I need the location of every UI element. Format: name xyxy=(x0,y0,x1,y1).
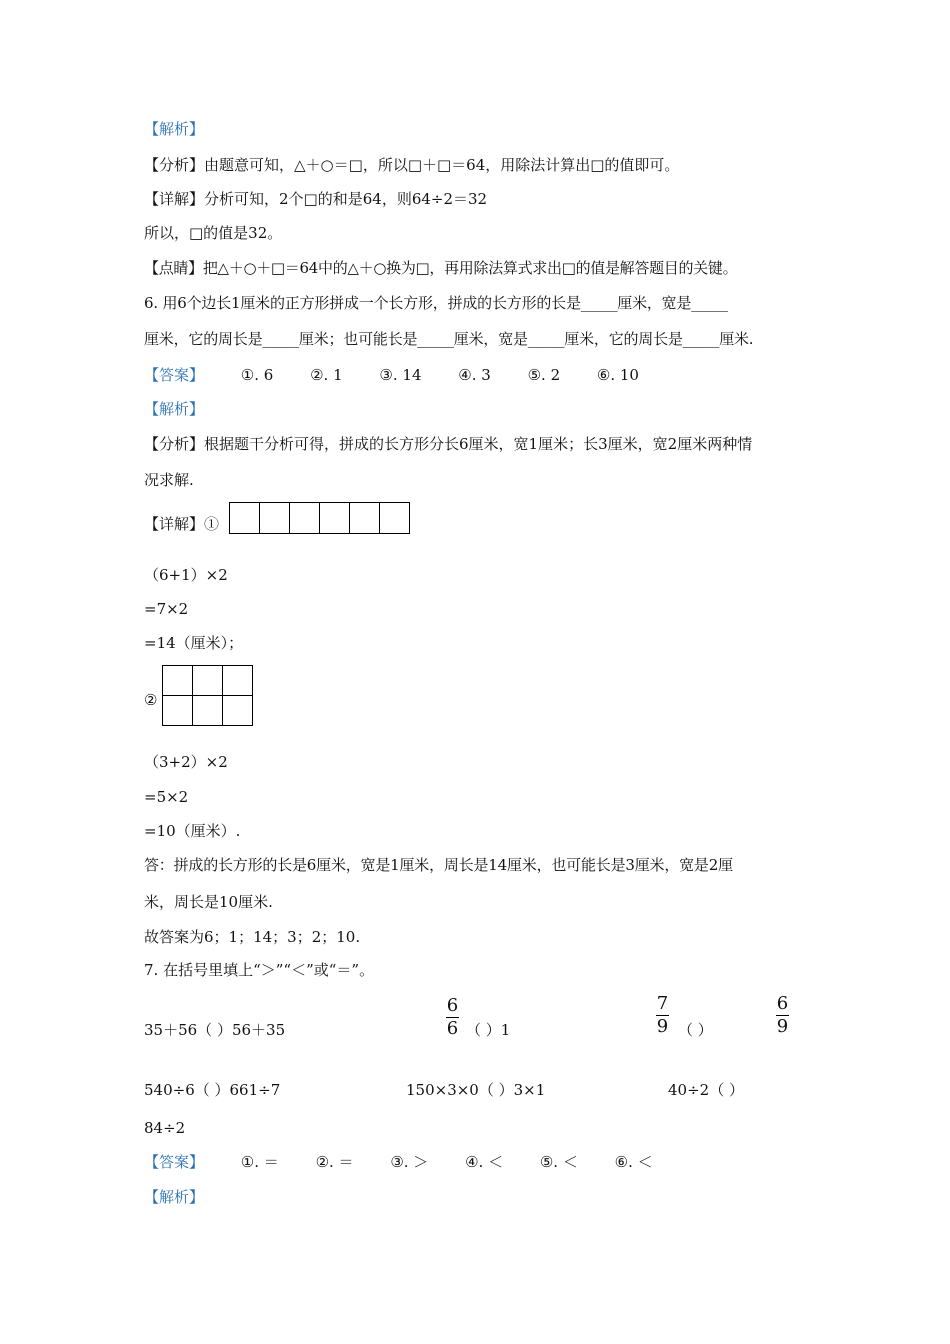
calc1-step2: =7×2 xyxy=(144,600,189,618)
answer-tag: 【答案】 xyxy=(144,1153,205,1171)
answer-statement-line2: 米，周长是10厘米. xyxy=(144,893,273,911)
answer-1: ①. ＝ xyxy=(240,1153,279,1171)
circle-two: ② xyxy=(144,691,158,709)
compare-expr-6: 40÷2（ ） xyxy=(668,1081,744,1099)
compare-expr-1: 35＋56（ ）56＋35 xyxy=(144,1021,286,1039)
unit-square xyxy=(163,666,193,696)
fenxi-tag: 【分析】 xyxy=(144,156,205,174)
compare-expr-5: 150×3×0（ ）3×1 xyxy=(406,1081,546,1099)
answer-1: ①. 6 xyxy=(240,366,274,384)
unit-square xyxy=(350,503,380,534)
q6-answer-row xyxy=(144,365,639,385)
dianjing-text: 把△＋○＋□＝64中的△＋○换为□，再用除法算式求出□的值是解答题目的关键。 xyxy=(202,259,738,277)
compare-expr-2: （ ）1 xyxy=(466,1021,511,1039)
calc1-step3: =14（厘米）； xyxy=(144,634,244,652)
answer-3: ③. 14 xyxy=(379,366,422,384)
unit-square xyxy=(163,696,193,726)
q6-xiangjie-line xyxy=(144,514,219,534)
answer-2: ②. 1 xyxy=(310,366,343,384)
answer-4: ④. ＜ xyxy=(465,1153,504,1171)
fraction-6-9 xyxy=(776,995,789,1036)
fenxi-tag: 【分析】 xyxy=(144,435,205,453)
fraction-7-9 xyxy=(656,995,669,1036)
calc2-step1: （3+2）×2 xyxy=(144,753,228,771)
unit-square xyxy=(193,696,223,726)
unit-square xyxy=(320,503,350,534)
unit-square xyxy=(193,666,223,696)
xiangjie-paragraph xyxy=(144,189,487,209)
unit-square xyxy=(290,503,320,534)
q7-title: 7. 在括号里填上“＞”“＜”或“＝”。 xyxy=(144,961,375,979)
compare-expr-3: （ ） xyxy=(678,1021,713,1039)
q7-jiexi-heading: 【解析】 xyxy=(144,1188,205,1206)
numerator: 6 xyxy=(446,995,459,1016)
answer-6: ⑥. 10 xyxy=(596,366,639,384)
q6-line2: 厘米，它的周长是_____厘米；也可能长是_____厘米，宽是_____厘米，它的周长是_____厘米. xyxy=(144,330,754,348)
answer-5: ⑤. 2 xyxy=(527,366,561,384)
answer-statement-line1: 答：拼成的长方形的长是6厘米，宽是1厘米，周长是14厘米，也可能长是3厘米，宽是2厘 xyxy=(144,856,733,874)
unit-square xyxy=(230,503,260,534)
circle-one: ① xyxy=(204,515,220,533)
q6-fenxi-line2: 况求解. xyxy=(144,471,194,489)
jiexi-heading: 【解析】 xyxy=(144,120,205,138)
fenxi-text: 根据题干分析可得，拼成的长方形分长6厘米，宽1厘米；长3厘米，宽2厘米两种情 xyxy=(204,435,753,453)
fenxi-paragraph xyxy=(144,155,679,175)
q7-answer-row xyxy=(144,1152,653,1172)
unit-square xyxy=(260,503,290,534)
answer-tag: 【答案】 xyxy=(144,366,205,384)
xiangjie-text: 分析可知，2个□的和是64，则64÷2＝32 xyxy=(204,190,488,208)
q6-jiexi-heading: 【解析】 xyxy=(144,400,205,418)
fraction-6-6 xyxy=(446,997,459,1038)
q6-fenxi-line1 xyxy=(144,434,752,454)
xiangjie-tag: 【详解】 xyxy=(144,190,205,208)
denominator: 9 xyxy=(656,1016,669,1038)
answer-3: ③. ＞ xyxy=(390,1153,429,1171)
q6-line1: 6. 用6个边长1厘米的正方形拼成一个长方形，拼成的长方形的长是_____厘米，宽是_____ xyxy=(144,294,728,312)
answer-4: ④. 3 xyxy=(458,366,491,384)
final-answer: 故答案为6；1；14；3；2；10. xyxy=(144,928,361,946)
unit-square xyxy=(223,666,253,696)
rectangle-6x1-diagram xyxy=(229,502,410,534)
answer-6: ⑥. ＜ xyxy=(614,1153,653,1171)
unit-square xyxy=(223,696,253,726)
numerator: 6 xyxy=(776,993,789,1014)
fenxi-text: 由题意可知，△＋○＝□，所以□＋□＝64，用除法计算出□的值即可。 xyxy=(204,156,680,174)
numerator: 7 xyxy=(656,993,669,1014)
xiangjie-tag: 【详解】 xyxy=(144,515,205,533)
calc1-step1: （6+1）×2 xyxy=(144,566,228,584)
dianjing-tag: 【点睛】 xyxy=(144,259,203,277)
conclusion-text: 所以，□的值是32。 xyxy=(144,224,283,242)
dianjing-paragraph xyxy=(144,258,737,278)
compare-expr-6-rhs: 84÷2 xyxy=(144,1119,186,1137)
answer-2: ②. ＝ xyxy=(315,1153,354,1171)
denominator: 9 xyxy=(776,1016,789,1038)
compare-expr-4: 540÷6（ ）661÷7 xyxy=(144,1081,281,1099)
calc2-step3: =10（厘米）. xyxy=(144,822,241,840)
answer-5: ⑤. ＜ xyxy=(539,1153,578,1171)
calc2-step2: =5×2 xyxy=(144,788,189,806)
unit-square xyxy=(380,503,410,534)
denominator: 6 xyxy=(446,1018,459,1040)
rectangle-3x2-diagram xyxy=(162,665,253,726)
